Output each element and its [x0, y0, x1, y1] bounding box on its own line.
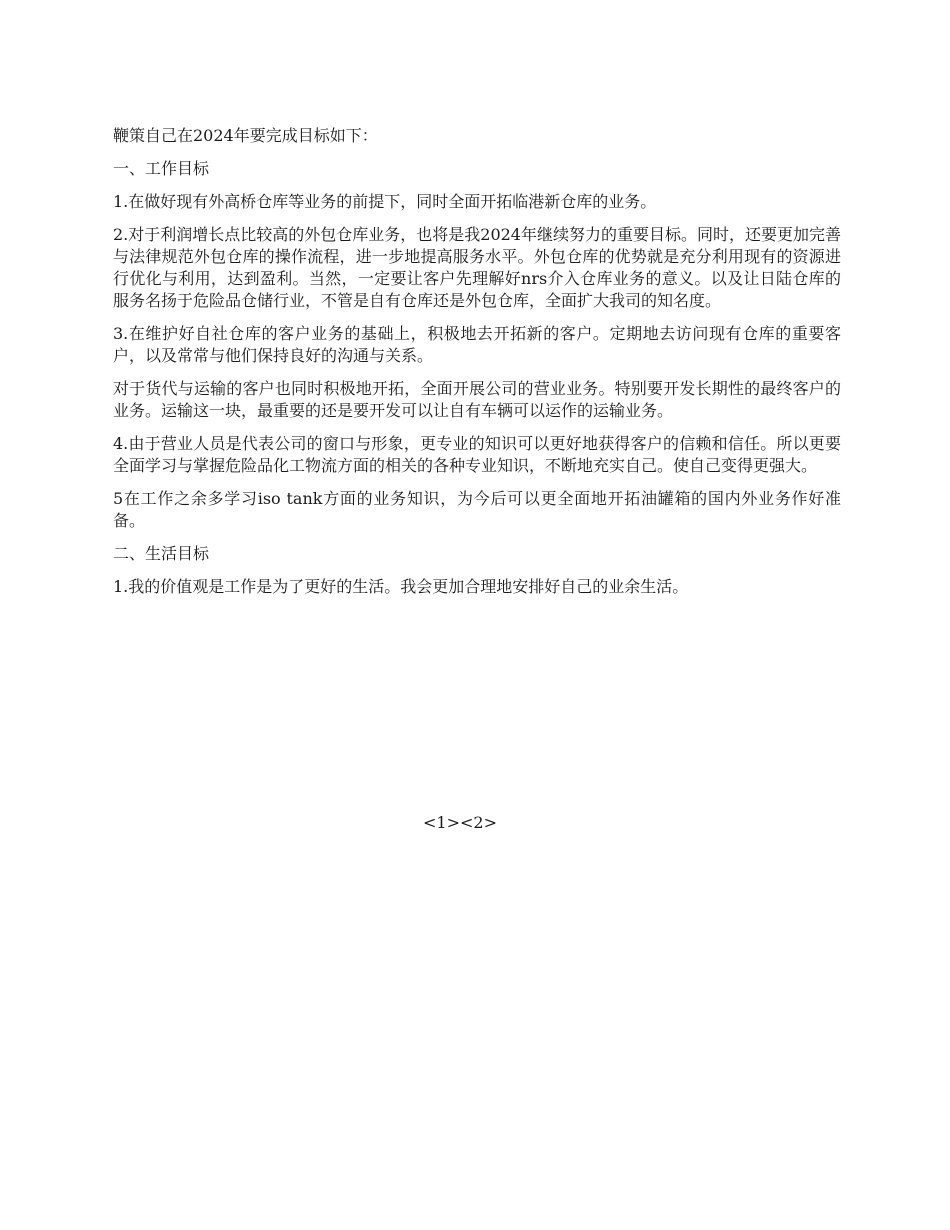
- work-goal-3: 3.在维护好自社仓库的客户业务的基础上，积极地去开拓新的客户。定期地去访问现有仓库的重要客户，以及常常与他们保持良好的沟通与关系。: [113, 324, 841, 365]
- pagination-links[interactable]: <1><2>: [423, 813, 497, 832]
- work-goal-2: 2.对于利润增长点比较高的外包仓库业务，也将是我2024年继续努力的重要目标。同时，还要更加完善与法律规范外包仓库的操作流程，进一步地提高服务水平。外包仓库的优势就是充分利用现有的资源进行优化与利用，达到盈利。当然，一定要让客户先理解好nrs介入仓库业务的意义。以及让日陆仓库的服务名扬于危险品仓储行业，不管是自有仓库还是外包仓库，全面扩大我司的知名度。: [113, 225, 841, 310]
- work-goal-4: 4.由于营业人员是代表公司的窗口与形象，更专业的知识可以更好地获得客户的信赖和信任。所以更要全面学习与掌握危险品化工物流方面的相关的各种专业知识，不断地充实自己。使自己变得更强大。: [113, 434, 841, 475]
- section-heading-life-goals: 二、生活目标: [113, 544, 210, 563]
- pagination: [0, 813, 950, 832]
- work-goal-1: 1.在做好现有外高桥仓库等业务的前提下，同时全面开拓临港新仓库的业务。: [113, 192, 657, 211]
- intro-paragraph: 鞭策自己在2024年要完成目标如下：: [113, 126, 378, 145]
- work-goal-3-continued: 对于货代与运输的客户也同时积极地开拓，全面开展公司的营业业务。特别要开发长期性的最终客户的业务。运输这一块，最重要的还是要开发可以让自有车辆可以运作的运输业务。: [113, 379, 841, 420]
- work-goal-5: 5在工作之余多学习iso tank方面的业务知识，为今后可以更全面地开拓油罐箱的国内外业务作好准备。: [113, 489, 841, 530]
- document-body: [113, 125, 841, 609]
- life-goal-1: 1.我的价值观是工作是为了更好的生活。我会更加合理地安排好自己的业余生活。: [113, 577, 689, 596]
- section-heading-work-goals: 一、工作目标: [113, 159, 210, 178]
